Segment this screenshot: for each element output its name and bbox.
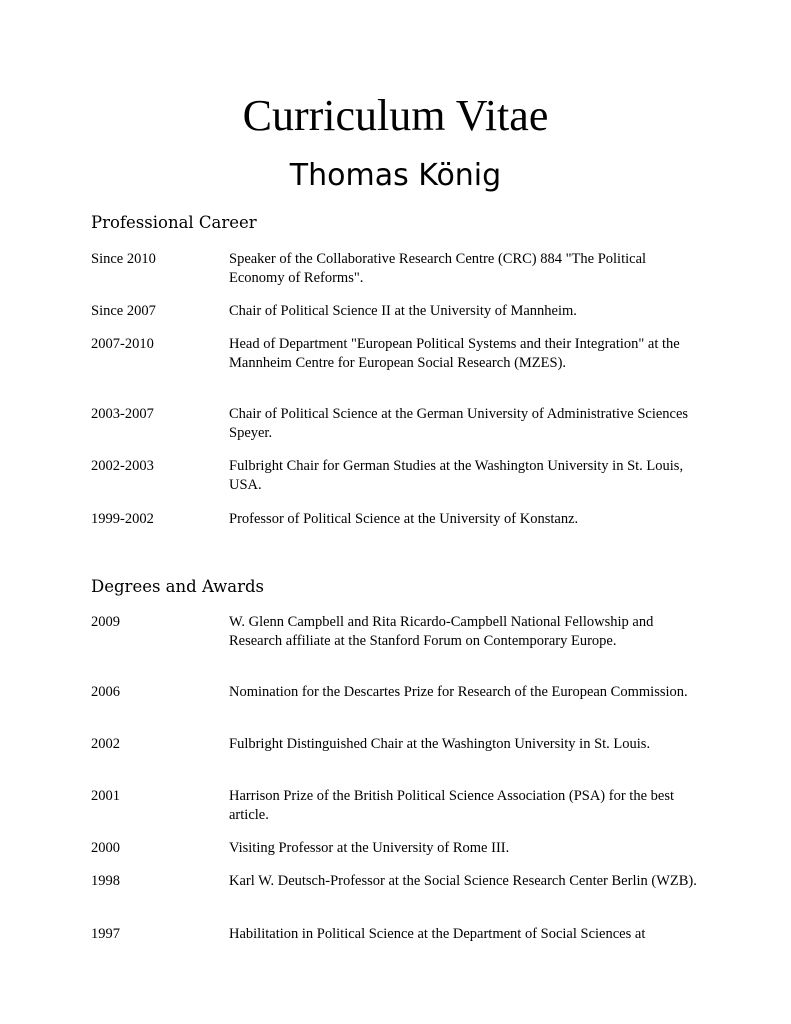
entry-date: 2000 xyxy=(91,840,120,856)
entry-date: 2009 xyxy=(91,614,120,630)
entry-description: Speaker of the Collaborative Research Centre (CRC) 884 "The Political Economy of Reforms". xyxy=(229,251,647,286)
entry-date: 2001 xyxy=(91,788,120,804)
entry-date: 2002 xyxy=(91,736,120,752)
entry-description: Karl W. Deutsch-Professor at the Social Science Research Center Berlin (WZB). xyxy=(229,873,697,889)
entry-description: Chair of Political Science II at the University of Mannheim. xyxy=(229,303,577,319)
entry-description: Chair of Political Science at the German University of Administrative Sciences Speyer. xyxy=(229,406,689,441)
document-title: Curriculum Vitae xyxy=(242,91,549,140)
entry-date: 2006 xyxy=(91,684,120,700)
entry-date: 2007-2010 xyxy=(91,336,154,352)
entry-description: Visiting Professor at the University of Rome III. xyxy=(229,840,510,856)
entry-date: Since 2010 xyxy=(91,251,156,267)
entry-description: Fulbright Distinguished Chair at the Washington University in St. Louis. xyxy=(229,736,651,752)
entry-date: 1999-2002 xyxy=(91,511,154,527)
entry-date: 2002-2003 xyxy=(91,458,154,474)
entry-description: Habilitation in Political Science at the Department of Social Sciences at xyxy=(229,926,646,942)
entry-description: Harrison Prize of the British Political Science Association (PSA) for the best article. xyxy=(229,788,674,823)
entry-description: W. Glenn Campbell and Rita Ricardo-Campbell National Fellowship and Research affiliate at the Stanford Forum on Contemporary Europe. xyxy=(229,614,665,649)
entry-description: Nomination for the Descartes Prize for Research of the European Commission. xyxy=(229,684,688,700)
section-heading-awards: Degrees and Awards xyxy=(91,577,265,596)
entry-date: 2003-2007 xyxy=(91,406,154,422)
entry-description: Fulbright Chair for German Studies at the Washington University in St. Louis, USA. xyxy=(229,458,684,493)
person-name: Thomas König xyxy=(289,158,502,193)
entry-date: Since 2007 xyxy=(91,303,156,319)
section-heading-career: Professional Career xyxy=(91,213,257,232)
entry-description: Professor of Political Science at the University of Konstanz. xyxy=(229,511,579,527)
entry-description: Head of Department "European Political Systems and their Integration" at the Mannheim Centre for European Social Research (MZES). xyxy=(229,336,680,371)
entry-date: 1998 xyxy=(91,873,120,889)
entry-date: 1997 xyxy=(91,926,120,942)
